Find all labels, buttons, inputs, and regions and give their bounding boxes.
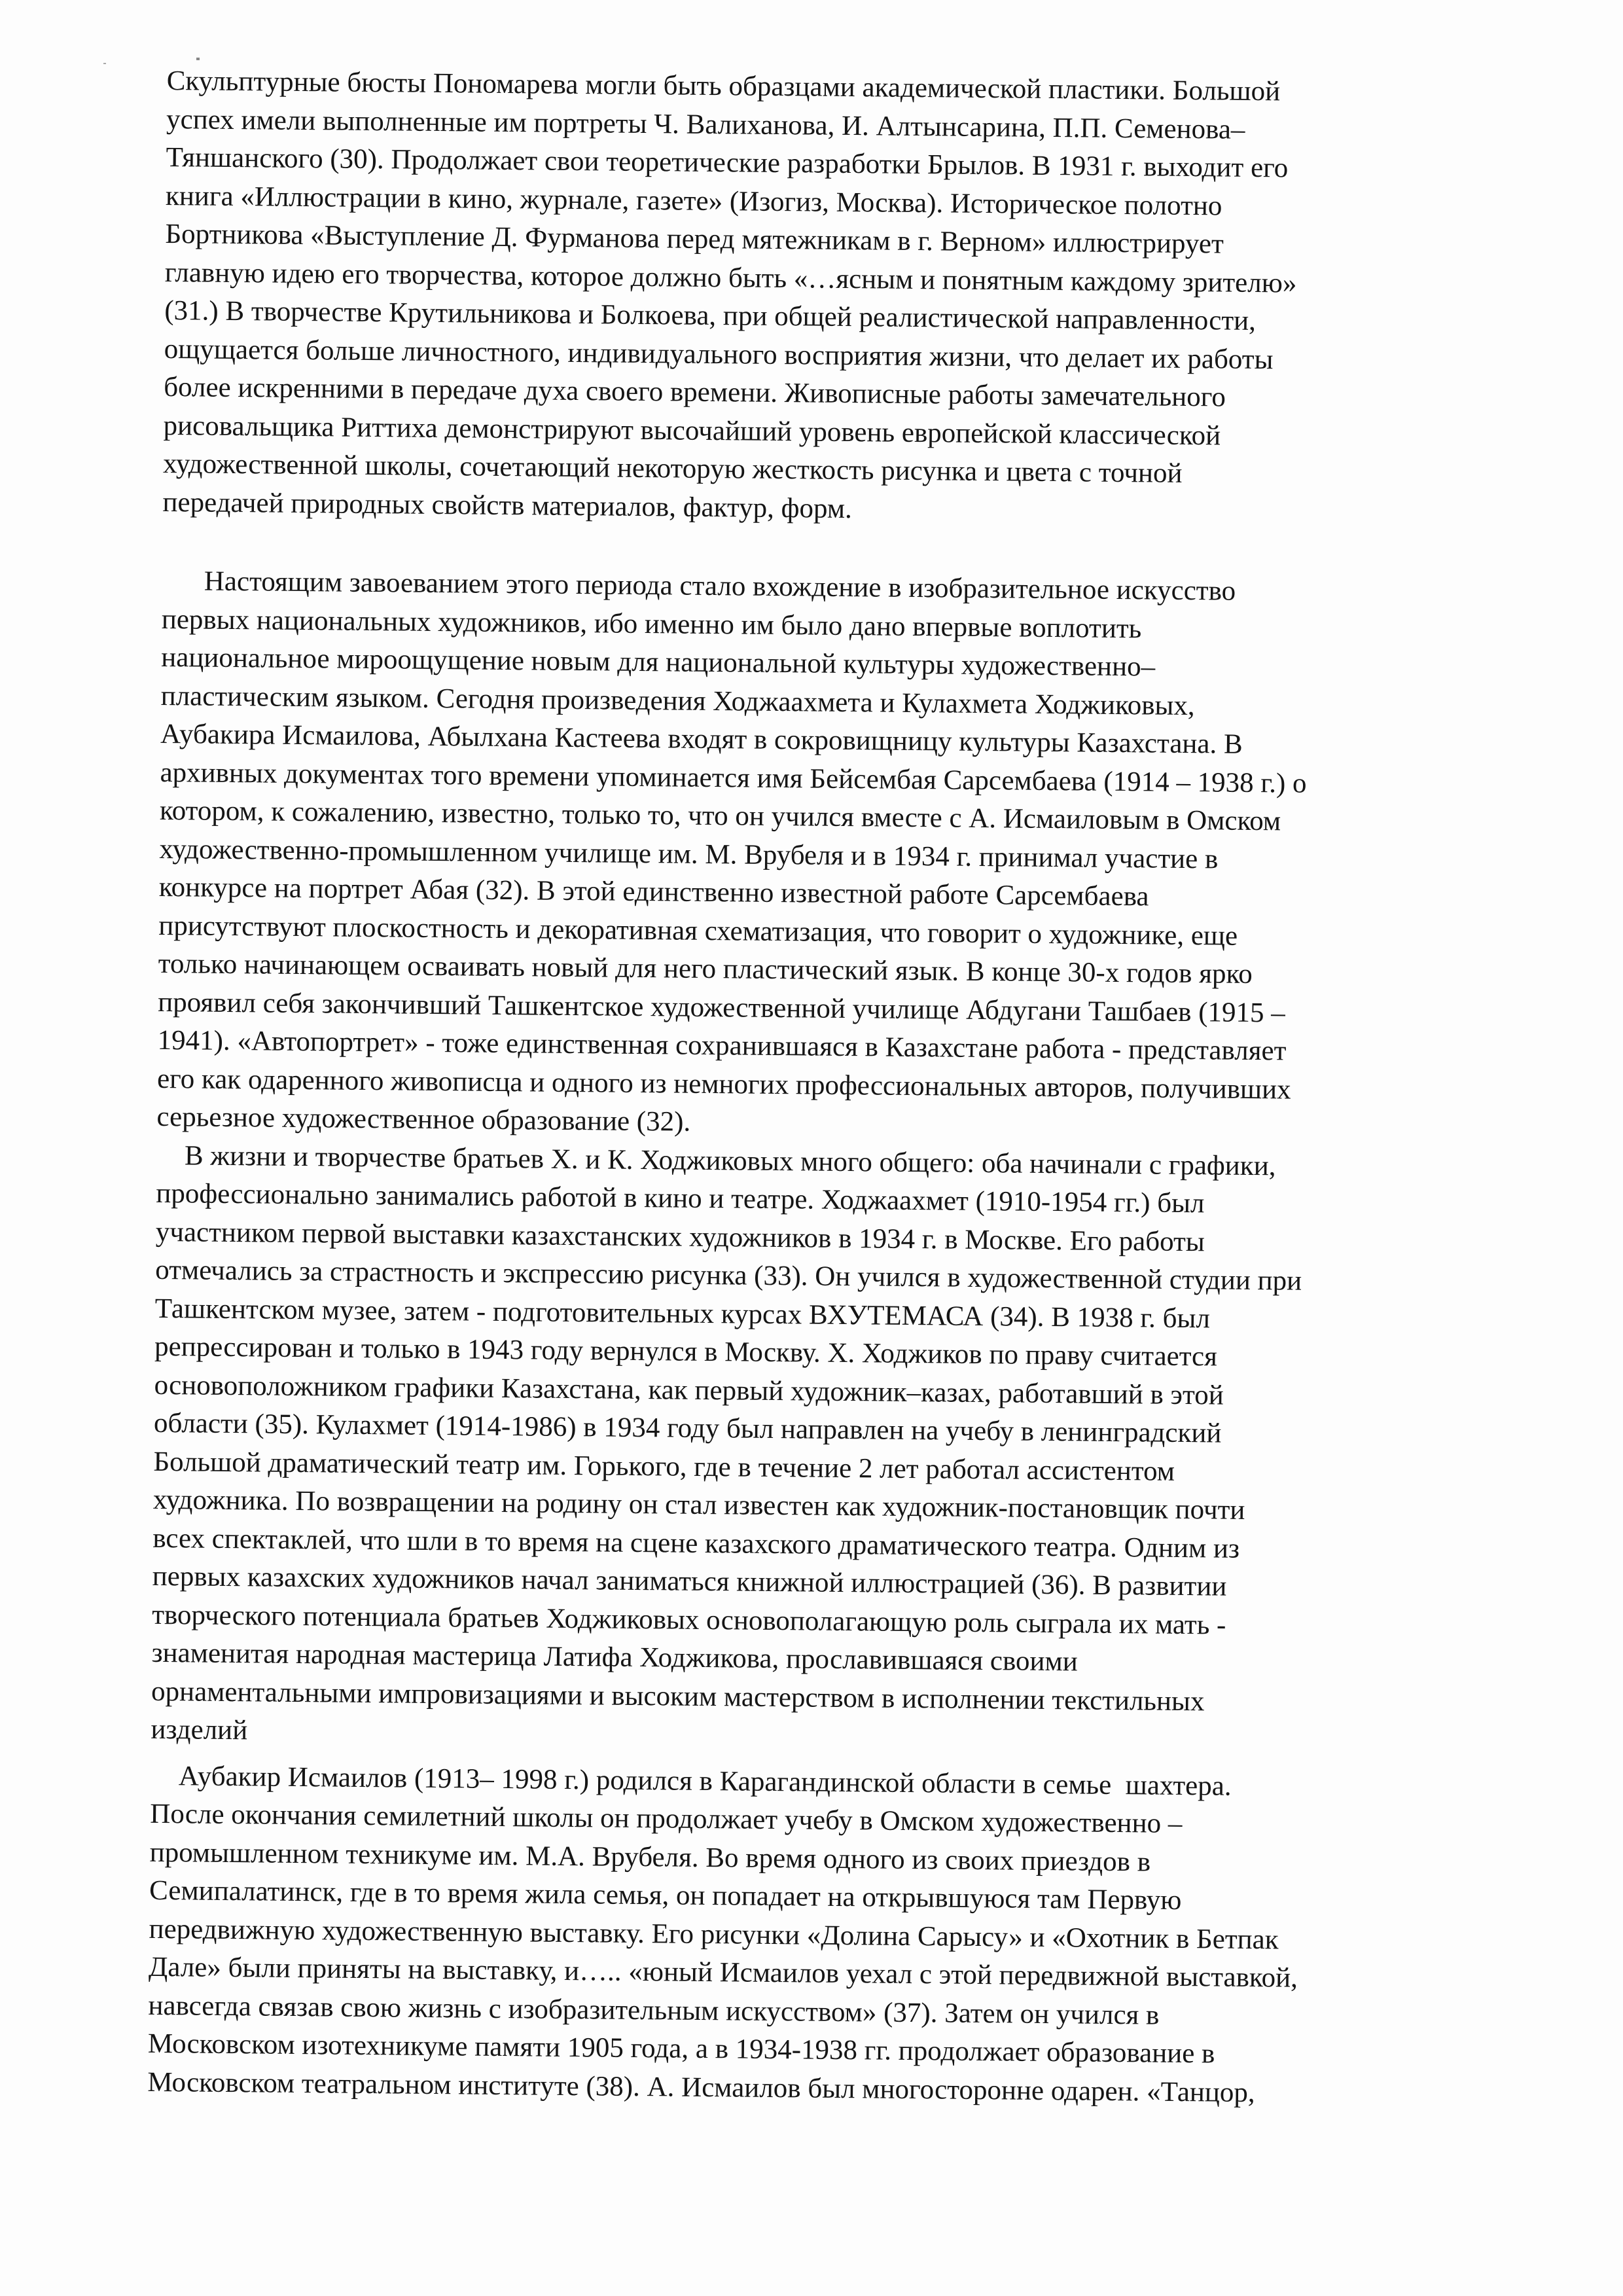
- text-line: Настоящим завоеванием этого периода стало вхождение в изобразительное искусство: [162, 565, 1236, 607]
- text-line: орнаментальными импровизациями и высоким мастерством в исполнении текстильных: [151, 1676, 1205, 1717]
- paragraph-khodzhikov-brothers: [151, 1136, 1485, 1761]
- text-line: ощущается больше личностного, индивидуального восприятия жизни, что делает их работы: [164, 333, 1274, 375]
- text-line: первых казахских художников начал заниматься книжной иллюстрацией (36). В развитии: [152, 1560, 1227, 1602]
- text-line: национальное мироощущение новым для национальной культуры художественно–: [161, 641, 1156, 683]
- text-line: Московском театральном институте (38). А. Исмаилов был многосторонне одарен. «Танцор,: [147, 2066, 1255, 2108]
- text-line: главную идею его творчества, которое должно быть «…ясным и понятным каждому зрителю»: [164, 257, 1297, 299]
- text-line: проявил себя закончивший Ташкентское художественной училище Абдугани Ташбаев (1915 –: [157, 986, 1286, 1028]
- text-line: основоположником графики Казахстана, как первый художник–казах, работавший в этой: [154, 1369, 1224, 1411]
- text-line: художника. По возвращении на родину он стал известен как художник-постановщик почти: [152, 1484, 1245, 1526]
- text-line: присутствуют плоскостность и декоративная схематизация, что говорит о художнике, еще: [158, 910, 1238, 952]
- scan-speck: [196, 58, 200, 60]
- text-line: Московском изотехникуме памяти 1905 года, а в 1934-1938 гг. продолжает образование в: [147, 2028, 1215, 2070]
- text-line: передачей природных свойств материалов, фактур, форм.: [162, 486, 853, 524]
- text-line: серьезное художественное образование (32).: [156, 1101, 691, 1138]
- text-line: архивных документах того времени упоминается имя Бейсембая Сарсембаева (1914 – 1938 г.) о: [160, 757, 1307, 799]
- text-line: репрессирован и только в 1943 году вернулся в Москву. Х. Ходжиков по праву считается: [154, 1331, 1218, 1372]
- text-line: (31.) В творчестве Крутильникова и Болкоева, при общей реалистической направленности,: [164, 295, 1257, 336]
- scan-speck: [103, 63, 106, 64]
- text-line: 1941). «Автопортрет» - тоже единственная сохранившаяся в Казахстане работа - представляет: [157, 1024, 1287, 1067]
- text-line: профессионально занимались работой в кино и театре. Ходжаахмет (1910-1954 гг.) был: [156, 1177, 1205, 1219]
- text-line: творческого потенциала братьев Ходжиковых основополагающую роль сыграла их мать -: [152, 1599, 1226, 1641]
- text-line: Аубакир Исмаилов (1913– 1998 г.) родился в Карагандинской области в семье шахтера.: [150, 1760, 1232, 1802]
- text-line: Семипалатинск, где в то время жила семья, он попадает на открывшуюся там Первую: [149, 1874, 1182, 1916]
- text-line: его как одаренного живописца и одного из немногих профессиональных авторов, получивших: [156, 1063, 1291, 1105]
- document-body: [147, 62, 1495, 2114]
- text-line: более искренними в передаче духа своего времени. Живописные работы замечательного: [164, 371, 1226, 413]
- paragraph-national-artists: [156, 562, 1490, 1149]
- text-line: рисовальщика Риттиха демонстрируют высочайший уровень европейской классической: [163, 410, 1221, 451]
- text-line: Аубакира Исмаилова, Абылхана Кастеева входят в сокровищницу культуры Казахстана. В: [160, 718, 1243, 760]
- text-line: Дале» были приняты на выставку, и….. «юный Исмаилов уехал с этой передвижной выставкой,: [148, 1951, 1298, 1994]
- text-line: успех имели выполненные им портреты Ч. Валиханова, И. Алтынсарина, П.П. Семенова–: [166, 103, 1245, 145]
- text-line: навсегда связав свою жизнь с изобразительным искусством» (37). Затем он учился в: [148, 1990, 1160, 2031]
- text-line: изделий: [151, 1713, 248, 1746]
- text-line: Скульптурные бюсты Пономарева могли быть образцами академической пластики. Большой: [166, 65, 1281, 107]
- text-line: только начинающем осваивать новый для него пластический язык. В конце 30-х годов ярко: [158, 948, 1253, 990]
- text-line: знаменитая народная мастерица Латифа Ходжикова, прославившаяся своими: [151, 1637, 1078, 1677]
- paragraph-ponomarev: [162, 62, 1495, 534]
- text-line: В жизни и творчестве братьев Х. и К. Ходжиковых много общего: оба начинали с графики,: [156, 1139, 1276, 1181]
- text-line: пластическим языком. Сегодня произведения Ходжаахмета и Кулахмета Ходжиковых,: [160, 680, 1195, 721]
- text-line: художественной школы, сочетающий некоторую жесткость рисунка и цвета с точной: [162, 448, 1183, 489]
- text-line: промышленном техникуме им. М.А. Врубеля. Во время одного из своих приездов в: [149, 1837, 1151, 1878]
- text-line: После окончания семилетний школы он продолжает учебу в Омском художественно –: [150, 1798, 1183, 1840]
- text-line: всех спектаклей, что шли в то время на сцене казахского драматического театра. Одним из: [152, 1522, 1240, 1564]
- text-line: области (35). Кулахмет (1914-1986) в 1934 году был направлен на учебу в ленинградский: [153, 1407, 1222, 1449]
- text-line: участником первой выставки казахстанских художников в 1934 г. в Москве. Его работы: [155, 1216, 1205, 1257]
- text-line: передвижную художественную выставку. Его рисунки «Долина Сарысу» и «Охотник в Бетпак: [149, 1913, 1279, 1955]
- text-line: первых национальных художников, ибо именно им было дано впервые воплотить: [161, 603, 1142, 644]
- paragraph-ismailov: [147, 1757, 1479, 2114]
- text-line: Бортникова «Выступление Д. Фурманова перед мятежникам в г. Верном» иллюстрирует: [165, 218, 1224, 260]
- text-line: Большой драматический театр им. Горького, где в течение 2 лет работал ассистентом: [153, 1446, 1175, 1487]
- text-line: отмечались за страстность и экспрессию рисунка (33). Он учился в художественной студии при: [155, 1254, 1302, 1297]
- text-line: Ташкентском музее, затем - подготовительных курсах ВХУТЕМАСА (34). В 1938 г. был: [154, 1293, 1211, 1334]
- text-line: котором, к сожалению, известно, только то, что он учился вместе с А. Исмаиловым в Омском: [159, 795, 1281, 837]
- text-line: художественно-промышленном училище им. М. Врубеля и в 1934 г. принимал участие в: [159, 833, 1219, 874]
- text-line: книга «Иллюстрации в кино, журнале, газете» (Изогиз, Москва). Историческое полотно: [165, 180, 1222, 221]
- text-line: Тяншанского (30). Продолжает свои теоретические разработки Брылов. В 1931 г. выходит его: [166, 141, 1289, 184]
- text-line: конкурсе на портрет Абая (32). В этой единственно известной работе Сарсембаева: [158, 871, 1149, 912]
